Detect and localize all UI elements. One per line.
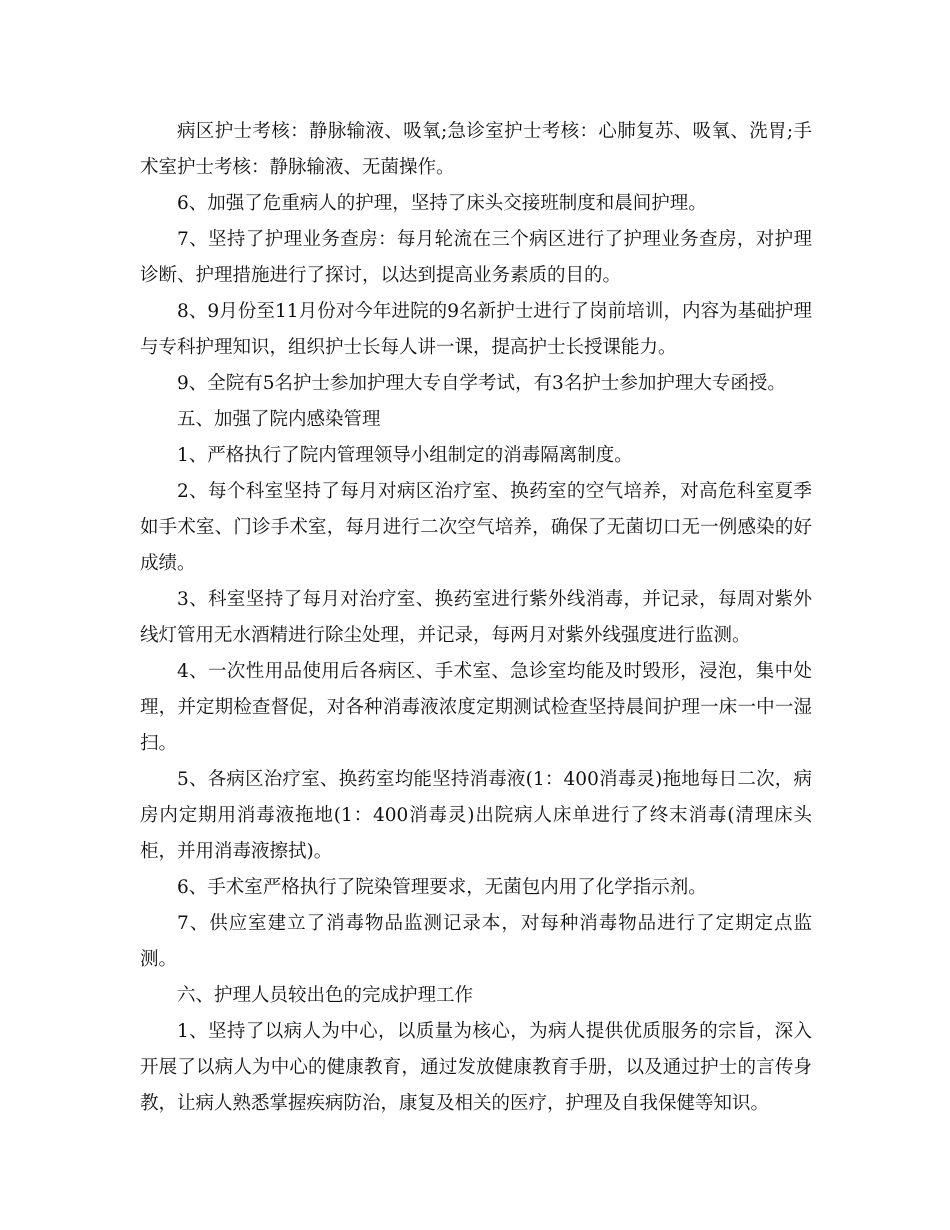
paragraph: 1、严格执行了院内管理领导小组制定的消毒隔离制度。 [177,445,633,466]
paragraph: 7、供应室建立了消毒物品监测记录本，对每种消毒物品进行了定期定点监测。 [140,913,812,970]
document-body [140,114,812,1122]
paragraph: 6、手术室严格执行了院染管理要求，无菌包内用了化学指示剂。 [177,877,707,898]
paragraph: 6、加强了危重病人的护理，坚持了床头交接班制度和晨间护理。 [177,193,707,214]
paragraph: 2、每个科室坚持了每月对病区治疗室、换药室的空气培养，对高危科室夏季如手术室、门诊手术室，每月进行二次空气培养，确保了无菌切口无一例感染的好成绩。 [140,481,812,574]
paragraph: 5、各病区治疗室、换药室均能坚持消毒液(1：400消毒灵)拖地每日二次，病房内定期用消毒液拖地(1：400消毒灵)出院病人床单进行了终末消毒(清理床头柜，并用消毒液擦拭)。 [140,769,812,862]
paragraph: 3、科室坚持了每月对治疗室、换药室进行紫外线消毒，并记录，每周对紫外线灯管用无水酒精进行除尘处理，并记录，每两月对紫外线强度进行监测。 [140,589,812,646]
paragraph: 8、9月份至11月份对今年进院的9名新护士进行了岗前培训，内容为基础护理与专科护理知识，组织护士长每人讲一课，提高护士长授课能力。 [140,301,812,358]
paragraph: 1、坚持了以病人为中心，以质量为核心，为病人提供优质服务的宗旨，深入开展了以病人为中心的健康教育，通过发放健康教育手册，以及通过护士的言传身教，让病人熟悉掌握疾病防治，康复及相关的医疗，护理及自我保健等知识。 [140,1021,812,1114]
paragraph: 病区护士考核：静脉输液、吸氧;急诊室护士考核：心肺复苏、吸氧、洗胃;手术室护士考核：静脉输液、无菌操作。 [140,121,812,178]
paragraph: 7、坚持了护理业务查房：每月轮流在三个病区进行了护理业务查房，对护理诊断、护理措施进行了探讨，以达到提高业务素质的目的。 [140,229,812,286]
section-heading: 六、护理人员较出色的完成护理工作 [177,985,474,1006]
paragraph: 4、一次性用品使用后各病区、手术室、急诊室均能及时毁形，浸泡，集中处理，并定期检查督促，对各种消毒液浓度定期测试检查坚持晨间护理一床一中一湿扫。 [140,661,812,754]
paragraph: 9、全院有5名护士参加护理大专自学考试，有3名护士参加护理大专函授。 [177,373,786,394]
section-heading: 五、加强了院内感染管理 [177,409,381,430]
